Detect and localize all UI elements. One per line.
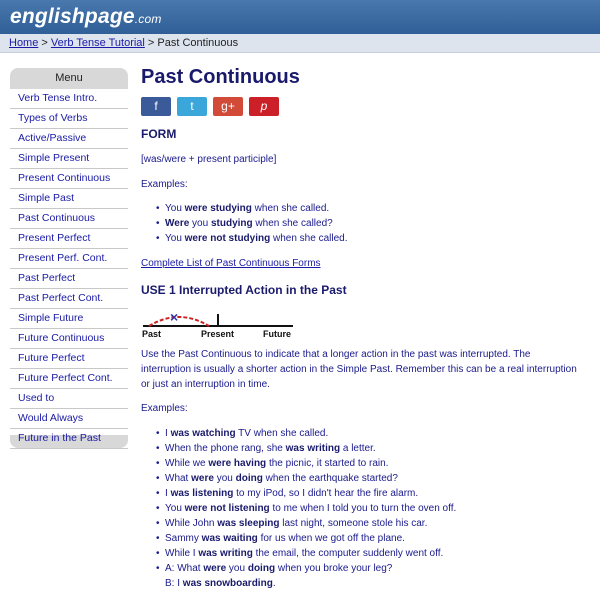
- pinterest-share-button[interactable]: p: [249, 97, 279, 116]
- site-logo[interactable]: englishpage.com: [10, 5, 162, 28]
- example-item: • I was listening to my iPod, so I didn't hear the fire alarm.: [141, 486, 456, 501]
- timeline-future-label: Future: [263, 329, 291, 339]
- timeline-action-arc: [149, 317, 209, 326]
- sidebar-item-past-perfect[interactable]: Past Perfect: [10, 269, 128, 289]
- examples-label: Examples:: [141, 179, 188, 190]
- breadcrumb: Home > Verb Tense Tutorial > Past Continuous: [0, 34, 600, 53]
- use1-heading: USE 1 Interrupted Action in the Past: [141, 283, 347, 297]
- form-examples-list: [141, 201, 348, 246]
- example-item: • A: What were you doing when you broke your leg?: [141, 561, 456, 576]
- sidebar-item-used-to[interactable]: Used to: [10, 389, 128, 409]
- facebook-share-button[interactable]: f: [141, 97, 171, 116]
- sidebar-item-future-perfect-cont[interactable]: Future Perfect Cont.: [10, 369, 128, 389]
- breadcrumb-tutorial-link[interactable]: Verb Tense Tutorial: [50, 37, 145, 49]
- examples-label-2: Examples:: [141, 403, 188, 414]
- sidebar-item-present-perf-cont[interactable]: Present Perf. Cont.: [10, 249, 128, 269]
- sidebar-item-present-perfect[interactable]: Present Perfect: [10, 229, 128, 249]
- timeline-present-label: Present: [201, 329, 235, 339]
- example-item: • When the phone rang, she was writing a letter.: [141, 441, 456, 456]
- sidebar-menu: [10, 68, 128, 448]
- sidebar-item-future-perfect[interactable]: Future Perfect: [10, 349, 128, 369]
- sidebar-item-active-passive[interactable]: Active/Passive: [10, 129, 128, 149]
- example-item: • Sammy was waiting for us when we got off the plane.: [141, 531, 456, 546]
- form-heading: FORM: [141, 127, 177, 141]
- example-item: • You were studying when she called.: [141, 201, 348, 216]
- example-item: • You were not listening to me when I told you to turn the oven off.: [141, 501, 456, 516]
- timeline-diagram: [141, 306, 301, 340]
- example-item: • You were not studying when she called.: [141, 231, 348, 246]
- main-content: [141, 66, 591, 589]
- example-item: • While we were having the picnic, it started to rain.: [141, 456, 456, 471]
- example-item: • What were you doing when the earthquake started?: [141, 471, 456, 486]
- example-item: • I was watching TV when she called.: [141, 426, 456, 441]
- forms-list-link[interactable]: Complete List of Past Continuous Forms: [141, 258, 321, 269]
- sidebar-item-simple-future[interactable]: Simple Future: [10, 309, 128, 329]
- googleplus-share-button[interactable]: g+: [213, 97, 243, 116]
- menu-title: Menu: [55, 72, 83, 84]
- breadcrumb-current: Past Continuous: [157, 37, 239, 49]
- breadcrumb-home-link[interactable]: Home: [9, 37, 39, 49]
- sidebar-item-future-in-the-past[interactable]: Future in the Past: [10, 429, 128, 449]
- example-item: • Were you studying when she called?: [141, 216, 348, 231]
- form-rule: [was/were + present participle]: [141, 154, 277, 165]
- sidebar-item-simple-past[interactable]: Simple Past: [10, 189, 128, 209]
- sidebar-item-would-always[interactable]: Would Always: [10, 409, 128, 429]
- twitter-share-button[interactable]: t: [177, 97, 207, 116]
- sidebar-item-verb-tense-intro[interactable]: Verb Tense Intro.: [10, 89, 128, 109]
- menu-list: [10, 89, 128, 444]
- sidebar-item-future-continuous[interactable]: Future Continuous: [10, 329, 128, 349]
- site-header: [0, 0, 600, 34]
- example-item: • While I was writing the email, the computer suddenly went off.: [141, 546, 456, 561]
- timeline-past-label: Past: [142, 329, 162, 339]
- example-item: B: I was snowboarding.: [165, 578, 276, 589]
- use1-description: Use the Past Continuous to indicate that a longer action in the past was interrupted. The interruption is usually a shorter action in the Simple Past. Remember this can be a real interruption or just an interruption in time.: [141, 349, 577, 390]
- sidebar-item-simple-present[interactable]: Simple Present: [10, 149, 128, 169]
- use1-examples-list: [141, 426, 456, 591]
- sidebar-item-past-perfect-cont[interactable]: Past Perfect Cont.: [10, 289, 128, 309]
- example-item: • While John was sleeping last night, someone stole his car.: [141, 516, 456, 531]
- sidebar-item-past-continuous[interactable]: Past Continuous: [10, 209, 128, 229]
- timeline-interruption-mark: ×: [170, 309, 179, 325]
- sidebar-item-types-of-verbs[interactable]: Types of Verbs: [10, 109, 128, 129]
- sidebar-item-present-continuous[interactable]: Present Continuous: [10, 169, 128, 189]
- page-title: Past Continuous: [141, 66, 300, 88]
